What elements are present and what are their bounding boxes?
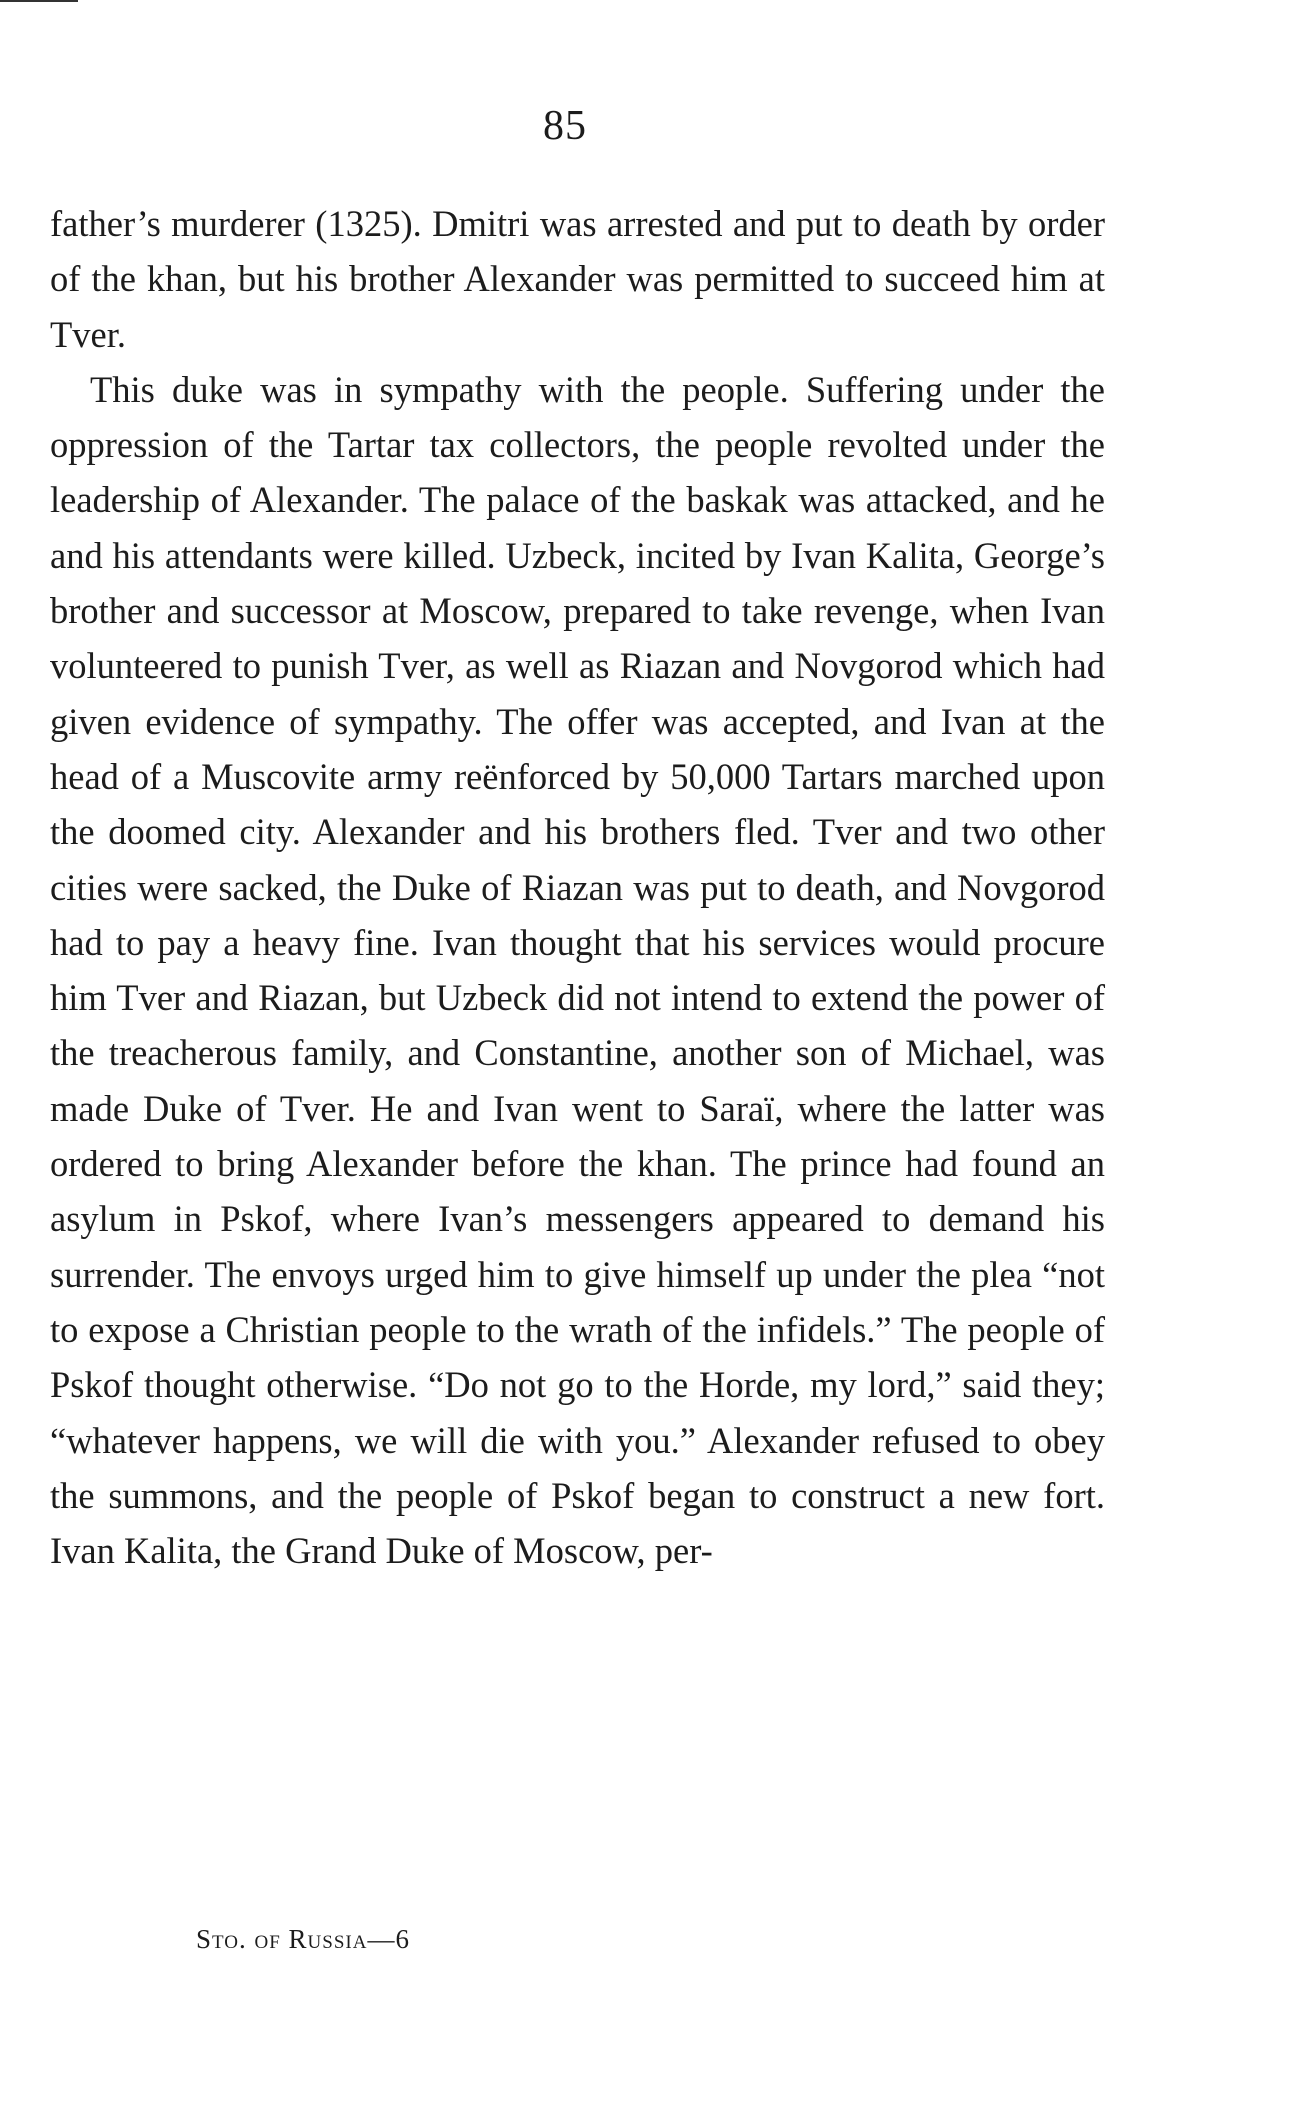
paragraph-2: This duke was in sympathy with the people. Suffering under the oppression of the Tartar tax collectors, the people revolted under the leadership of Alexander. The palace of the baskak was attacked, and he and his attendants were killed. Uzbeck, incited by Ivan Kalita, George’s brother and successor at Moscow, prepared to take revenge, when Ivan volunteered to punish Tver, as well as Riazan and Novgorod which had given evidence of sympathy. The offer was accepted, and Ivan at the head of a Muscovite army reënforced by 50,000 Tartars marched upon the doomed city. Alexander and his brothers fled. Tver and two other cities were sacked, the Duke of Riazan was put to death, and Novgorod had to pay a heavy fine. Ivan thought that his services would procure him Tver and Riazan, but Uzbeck did not intend to extend the power of the treacherous family, and Constantine, another son of Michael, was made Duke of Tver. He and Ivan went to Saraï, where the latter was ordered to bring Alexander before the khan. The prince had found an asylum in Pskof, where Ivan’s messengers appeared to demand his surrender. The envoys urged him to give himself up under the plea “not to expose a Christian people to the wrath of the infidels.” The people of Pskof thought otherwise. “Do not go to the Horde, my lord,” said they; “whatever happens, we will die with you.” Alexander refused to obey the summons, and the people of Pskof began to construct a new fort. Ivan Kalita, the Grand Duke of Moscow, per-	[50, 368, 1105, 1572]
paragraph-1: father’s murderer (1325). Dmitri was arrested and put to death by order of the khan, but his brother Alexander was permitted to succeed him at Tver.	[50, 203, 1105, 355]
signature-mark: Sto. of Russia—6	[196, 1924, 410, 1954]
scan-edge-line	[0, 0, 78, 2]
page-number: 85	[543, 103, 587, 149]
body-text	[50, 196, 1105, 1578]
